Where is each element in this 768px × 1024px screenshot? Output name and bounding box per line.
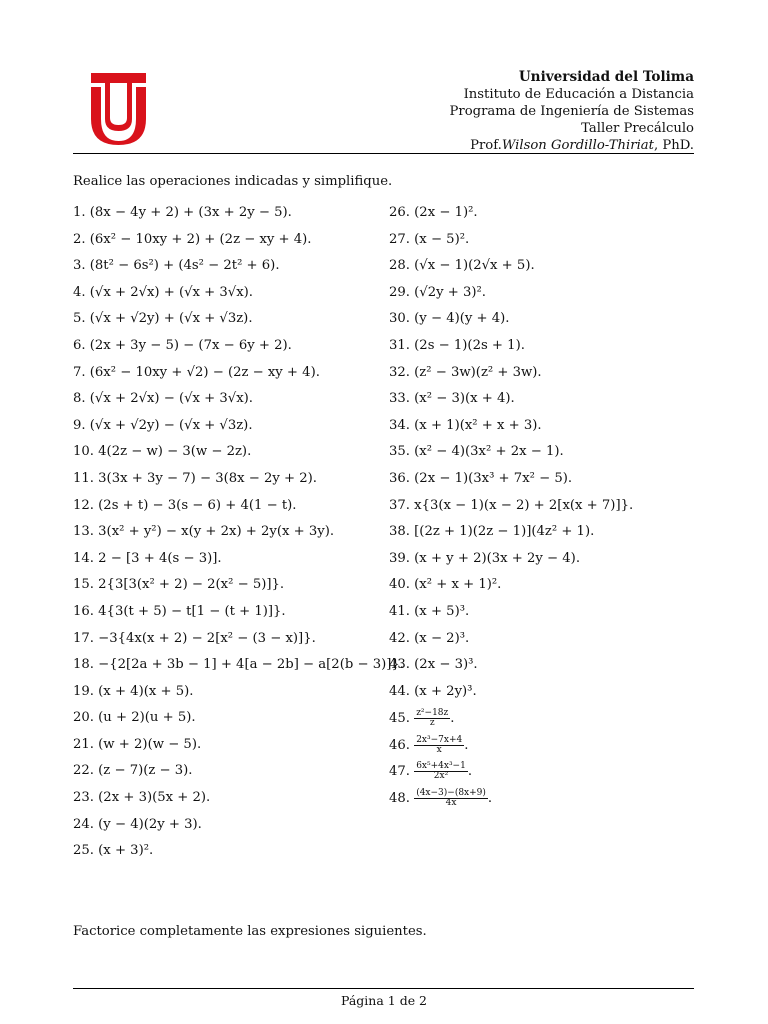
numerator: (4x−3)−(8x+9) (416, 788, 486, 799)
university-name: Universidad del Tolima (518, 69, 694, 85)
problems-right-column (389, 204, 633, 816)
problems-left-column (73, 204, 404, 869)
problem-item: 8. (√x + 2√x) − (√x + 3√x). (73, 391, 253, 407)
problem-item: 17. −3{4x(x + 2) − 2[x² − (3 − x)]}. (73, 630, 316, 646)
problem-item: 43. (2x − 3)³. (389, 657, 478, 673)
numerator: z²−18z (416, 708, 449, 719)
problem-item: 35. (x² − 4)(3x² + 2x − 1). (389, 444, 564, 460)
problem-item: 34. (x + 1)(x² + x + 3). (389, 417, 542, 433)
problem-item: 20. (u + 2)(u + 5). (73, 710, 196, 726)
problem-item: 33. (x² − 3)(x + 4). (389, 391, 515, 407)
problem-item: 5. (√x + √2y) + (√x + √3z). (73, 311, 253, 327)
section-instructions: Realice las operaciones indicadas y simplifique. (73, 174, 393, 189)
numerator: 6x⁵+4x³−1 (416, 761, 466, 772)
problem-item: 6. (2x + 3y − 5) − (7x − 6y + 2). (73, 337, 292, 353)
problem-item: 18. −{2[2a + 3b − 1] + 4[a − 2b] − a[2(b − 3)]}. (73, 657, 404, 673)
problem-item: 44. (x + 2y)³. (389, 683, 477, 699)
fraction (414, 736, 464, 755)
header-rule (73, 153, 694, 154)
problem-item: 13. 3(x² + y²) − x(y + 2x) + 2y(x + 3y). (73, 524, 335, 540)
denominator: 4x (445, 798, 457, 809)
problem-item: 26. (2x − 1)². (389, 205, 478, 220)
fraction-problem-item: 48. $\frac{(4x-3)-(8x+9)}{4x}$ . (389, 788, 493, 809)
factor-instructions: Factorice completamente las expresiones siguientes. (73, 924, 427, 939)
denominator: x (436, 744, 442, 755)
professor-name: Wilson Gordillo-Thiriat (501, 138, 654, 153)
problem-item: 4. (√x + 2√x) + (√x + 3√x). (73, 284, 253, 300)
problem-item: 11. 3(3x + 3y − 7) − 3(8x − 2y + 2). (73, 470, 318, 486)
program-name: Programa de Ingeniería de Sistemas (449, 104, 694, 119)
problem-item: 15. 2{3[3(x² + 2) − 2(x² − 5)]}. (73, 577, 285, 593)
problem-item: 3. (8t² − 6s²) + (4s² − 2t² + 6). (73, 258, 280, 274)
professor-line: Prof.Wilson Gordillo-Thiriat, PhD. (470, 138, 694, 153)
course-name: Taller Precálculo (581, 121, 694, 136)
problem-item: 21. (w + 2)(w − 5). (73, 736, 202, 752)
problem-item: 2. (6x² − 10xy + 2) + (2z − xy + 4). (73, 231, 312, 247)
problem-item: 16. 4{3(t + 5) − t[1 − (t + 1)]}. (73, 603, 286, 619)
fraction (414, 789, 488, 808)
problem-item: 41. (x + 5)³. (389, 603, 470, 619)
fraction-problem-item: 46. $\frac{\text{2x³−7x+4}}{x}$ . (389, 734, 469, 755)
problem-item: 12. (2s + t) − 3(s − 6) + 4(1 − t). (73, 497, 297, 513)
problem-item: 39. (x + y + 2)(3x + 2y − 4). (389, 550, 581, 566)
problem-item: 1. (8x − 4y + 2) + (3x + 2y − 5). (73, 205, 292, 220)
page-number: Página 1 de 2 (340, 993, 428, 1008)
problem-item: 29. (√2y + 3)². (389, 284, 487, 300)
problem-item: 24. (y − 4)(2y + 3). (73, 816, 202, 832)
university-logo (91, 73, 146, 145)
problem-item: 31. (2s − 1)(2s + 1). (389, 337, 525, 353)
fraction-problem-item: 45. $\frac{\text{z²−18z}}{z}$ . (389, 708, 455, 729)
problem-item: 27. (x − 5)². (389, 231, 470, 247)
denominator: z (429, 718, 435, 729)
fraction (414, 762, 468, 781)
numerator: 2x³−7x+4 (416, 734, 463, 745)
document-header (450, 69, 694, 154)
problem-item: 42. (x − 2)³. (389, 630, 470, 646)
problem-item: 38. [(2z + 1)(2z − 1)](4z² + 1). (389, 524, 595, 540)
institute-name: Instituto de Educación a Distancia (463, 87, 694, 102)
problem-item: 10. 4(2z − w) − 3(w − 2z). (73, 444, 252, 460)
problem-item: 7. (6x² − 10xy + √2) − (2z − xy + 4). (73, 364, 320, 380)
problem-item: 23. (2x + 3)(5x + 2). (73, 790, 211, 806)
problem-item: 28. (√x − 1)(2√x + 5). (389, 258, 535, 274)
fraction (414, 709, 450, 728)
problem-item: 14. 2 − [3 + 4(s − 3)]. (73, 550, 222, 566)
problem-item: 22. (z − 7)(z − 3). (73, 763, 193, 779)
problem-item: 25. (x + 3)². (73, 843, 154, 859)
problem-item: 9. (√x + √2y) − (√x + √3z). (73, 417, 253, 433)
problem-item: 30. (y − 4)(y + 4). (389, 311, 510, 327)
problem-item: 36. (2x − 1)(3x³ + 7x² − 5). (389, 470, 573, 486)
problem-item: 37. x{3(x − 1)(x − 2) + 2[x(x + 7)]}. (389, 497, 634, 513)
footer-rule (73, 988, 694, 989)
problem-item: 40. (x² + x + 1)². (389, 577, 502, 593)
problem-item: 19. (x + 4)(x + 5). (73, 683, 194, 699)
fraction-problem-item: 47. $\frac{\text{6x⁵+4x³−1}}{\text{2x²}}$ . (389, 761, 473, 782)
problem-item: 32. (z² − 3w)(z² + 3w). (389, 364, 542, 380)
denominator: 2x² (433, 771, 449, 782)
